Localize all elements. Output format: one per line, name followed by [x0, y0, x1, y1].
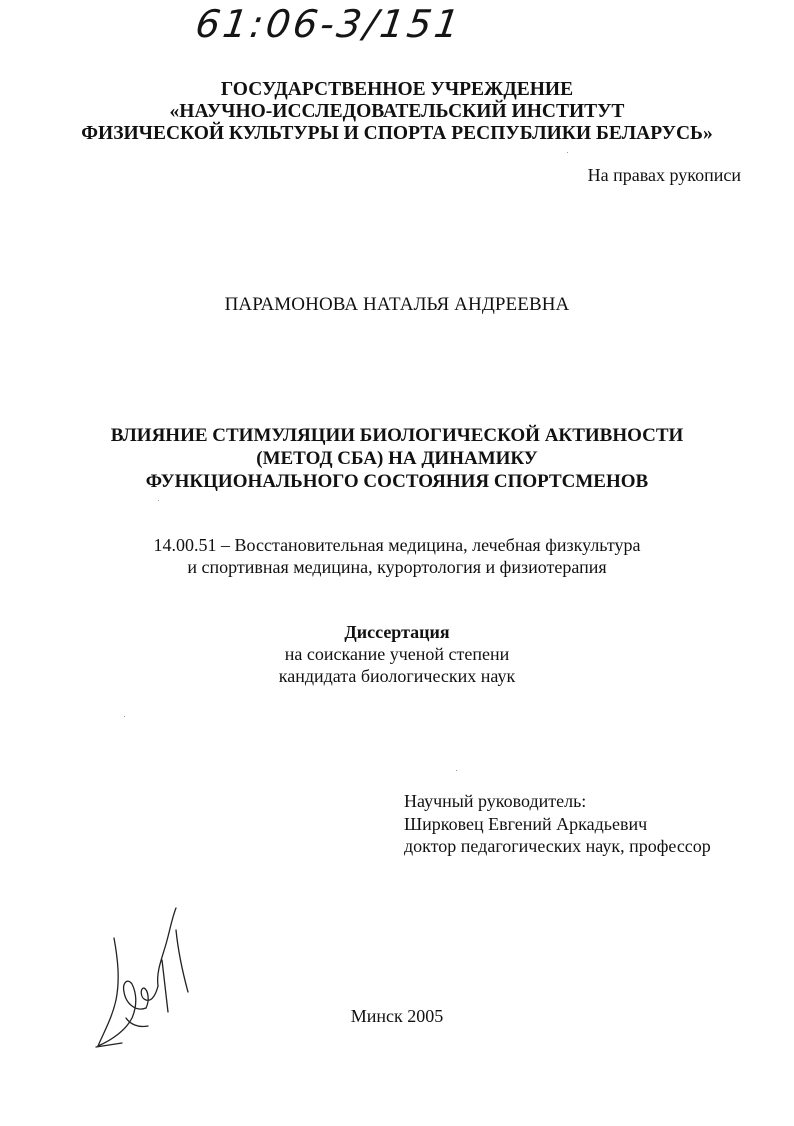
- dissertation-title: [0, 424, 794, 493]
- scan-speck: [124, 716, 125, 717]
- dissertation-type: [0, 621, 794, 687]
- title-line-3: ФУНКЦИОНАЛЬНОГО СОСТОЯНИЯ СПОРТСМЕНОВ: [145, 471, 649, 492]
- scan-speck: [567, 152, 568, 153]
- author-name: ПАРАМОНОВА НАТАЛЬЯ АНДРЕЕВНА: [224, 294, 570, 315]
- supervisor-name: Ширковец Евгений Аркадьевич: [404, 813, 648, 834]
- dissertation-label: Диссертация: [344, 622, 450, 642]
- institution-line-3: ФИЗИЧЕСКОЙ КУЛЬТУРЫ И СПОРТА РЕСПУБЛИКИ БЕЛАРУСЬ»: [81, 123, 713, 144]
- manuscript-rights-note: На правах рукописи: [587, 165, 741, 185]
- title-line-1: ВЛИЯНИЕ СТИМУЛЯЦИИ БИОЛОГИЧЕСКОЙ АКТИВНОСТИ: [110, 425, 684, 446]
- title-line-2: (МЕТОД СБА) НА ДИНАМИКУ: [256, 448, 538, 469]
- scan-speck: [456, 770, 457, 771]
- supervisor-block: [404, 790, 711, 858]
- scan-speck: [158, 500, 159, 501]
- supervisor-label: Научный руководитель:: [404, 791, 587, 811]
- specialty-line-2: и спортивная медицина, курортология и физиотерапия: [187, 557, 607, 577]
- archive-number-handwritten: 61:06-3/151: [192, 2, 465, 46]
- degree-line-2: кандидата биологических наук: [278, 666, 516, 686]
- handwritten-signature: [92, 900, 202, 1055]
- institution-header: [0, 79, 794, 145]
- supervisor-degree: доктор педагогических наук, профессор: [404, 836, 711, 856]
- institution-line-2: «НАУЧНО-ИССЛЕДОВАТЕЛЬСКИЙ ИНСТИТУТ: [169, 101, 625, 122]
- specialty-code: [0, 534, 794, 578]
- city-and-year: Минск 2005: [350, 1006, 444, 1026]
- institution-line-1: ГОСУДАРСТВЕННОЕ УЧРЕЖДЕНИЕ: [220, 79, 574, 100]
- specialty-line-1: 14.00.51 – Восстановительная медицина, лечебная физкультура: [153, 535, 641, 555]
- degree-line-1: на соискание ученой степени: [284, 644, 510, 664]
